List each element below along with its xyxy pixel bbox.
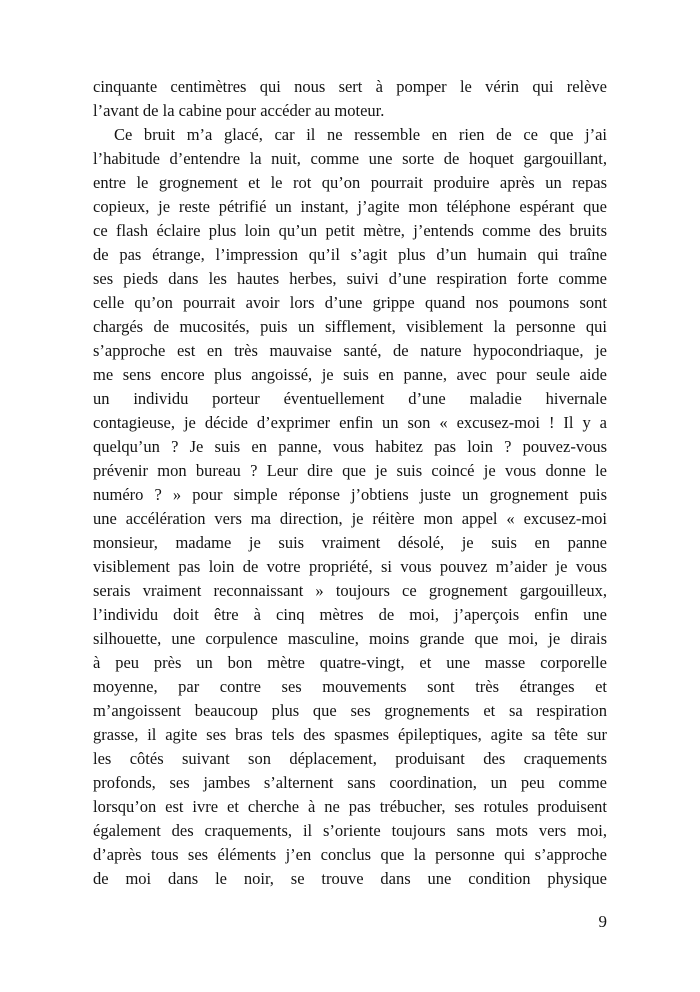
text-line: ce flash éclaire plus loin qu’un petit mètre, j’entends comme des bruits [93,221,607,240]
text-line: l’avant de la cabine pour accéder au moteur. [93,101,385,120]
text-line: me sens encore plus angoissé, je suis en panne, avec pour seule aide [93,365,607,384]
text-line: serais vraiment reconnaissant » toujours ce grognement gargouilleux, [93,581,607,600]
text-line: également des craquements, il s’oriente toujours sans mots vers moi, [93,821,607,840]
text-line: une accélération vers ma direction, je réitère mon appel « excusez-moi [93,509,607,528]
text-line: l’habitude d’entendre la nuit, comme une sorte de hoquet gargouillant, [93,149,607,168]
text-line: l’individu doit être à cinq mètres de moi, j’aperçois enfin une [93,605,607,624]
text-line: monsieur, madame je suis vraiment désolé, je suis en panne [93,533,607,552]
text-line: contagieuse, je décide d’exprimer enfin un son « excusez-moi ! Il y a [93,413,607,432]
text-line: visiblement pas loin de votre propriété, si vous pouvez m’aider je vous [93,557,607,576]
text-line: grasse, il agite ses bras tels des spasmes épileptiques, agite sa tête sur [93,725,607,744]
page-text [93,75,607,891]
text-line: lorsqu’on est ivre et cherche à ne pas trébucher, ses rotules produisent [93,797,607,816]
text-line: m’angoissent beaucoup plus que ses grognements et sa respiration [93,701,607,720]
text-line: d’après tous ses éléments j’en conclus que la personne qui s’approche [93,845,607,864]
text-line: s’approche est en très mauvaise santé, de nature hypocondriaque, je [93,341,607,360]
text-line: ses pieds dans les hautes herbes, suivi d’une respiration forte comme [93,269,607,288]
text-line: entre le grognement et le rot qu’on pourrait produire après un repas [93,173,607,192]
text-line: moyenne, par contre ses mouvements sont très étranges et [93,677,607,696]
text-line: profonds, ses jambes s’alternent sans coordination, un peu comme [93,773,607,792]
text-line: quelqu’un ? Je suis en panne, vous habitez pas loin ? pouvez-vous [93,437,607,456]
text-line: chargés de mucosités, puis un sifflement, visiblement la personne qui [93,317,607,336]
text-line: copieux, je reste pétrifié un instant, j’agite mon téléphone espérant que [93,197,607,216]
text-line: les côtés suivant son déplacement, produisant des craquements [93,749,607,768]
text-line: de pas étrange, l’impression qu’il s’agit plus d’un humain qui traîne [93,245,607,264]
text-line: silhouette, une corpulence masculine, moins grande que moi, je dirais [93,629,607,648]
paragraph [93,75,607,123]
text-line: celle qu’on pourrait avoir lors d’une grippe quand nos poumons sont [93,293,607,312]
text-line: prévenir mon bureau ? Leur dire que je suis coincé je vous donne le [93,461,607,480]
page-number: 9 [598,912,607,931]
paragraph [93,123,607,891]
text-line: de moi dans le noir, se trouve dans une condition physique [93,869,607,888]
text-line: cinquante centimètres qui nous sert à pomper le vérin qui relève [93,77,607,96]
text-line: numéro ? » pour simple réponse j’obtiens juste un grognement puis [93,485,607,504]
text-line: un individu porteur éventuellement d’une maladie hivernale [93,389,607,408]
text-line: Ce bruit m’a glacé, car il ne ressemble en rien de ce que j’ai [114,125,607,144]
text-line: à peu près un bon mètre quatre-vingt, et une masse corporelle [93,653,607,672]
